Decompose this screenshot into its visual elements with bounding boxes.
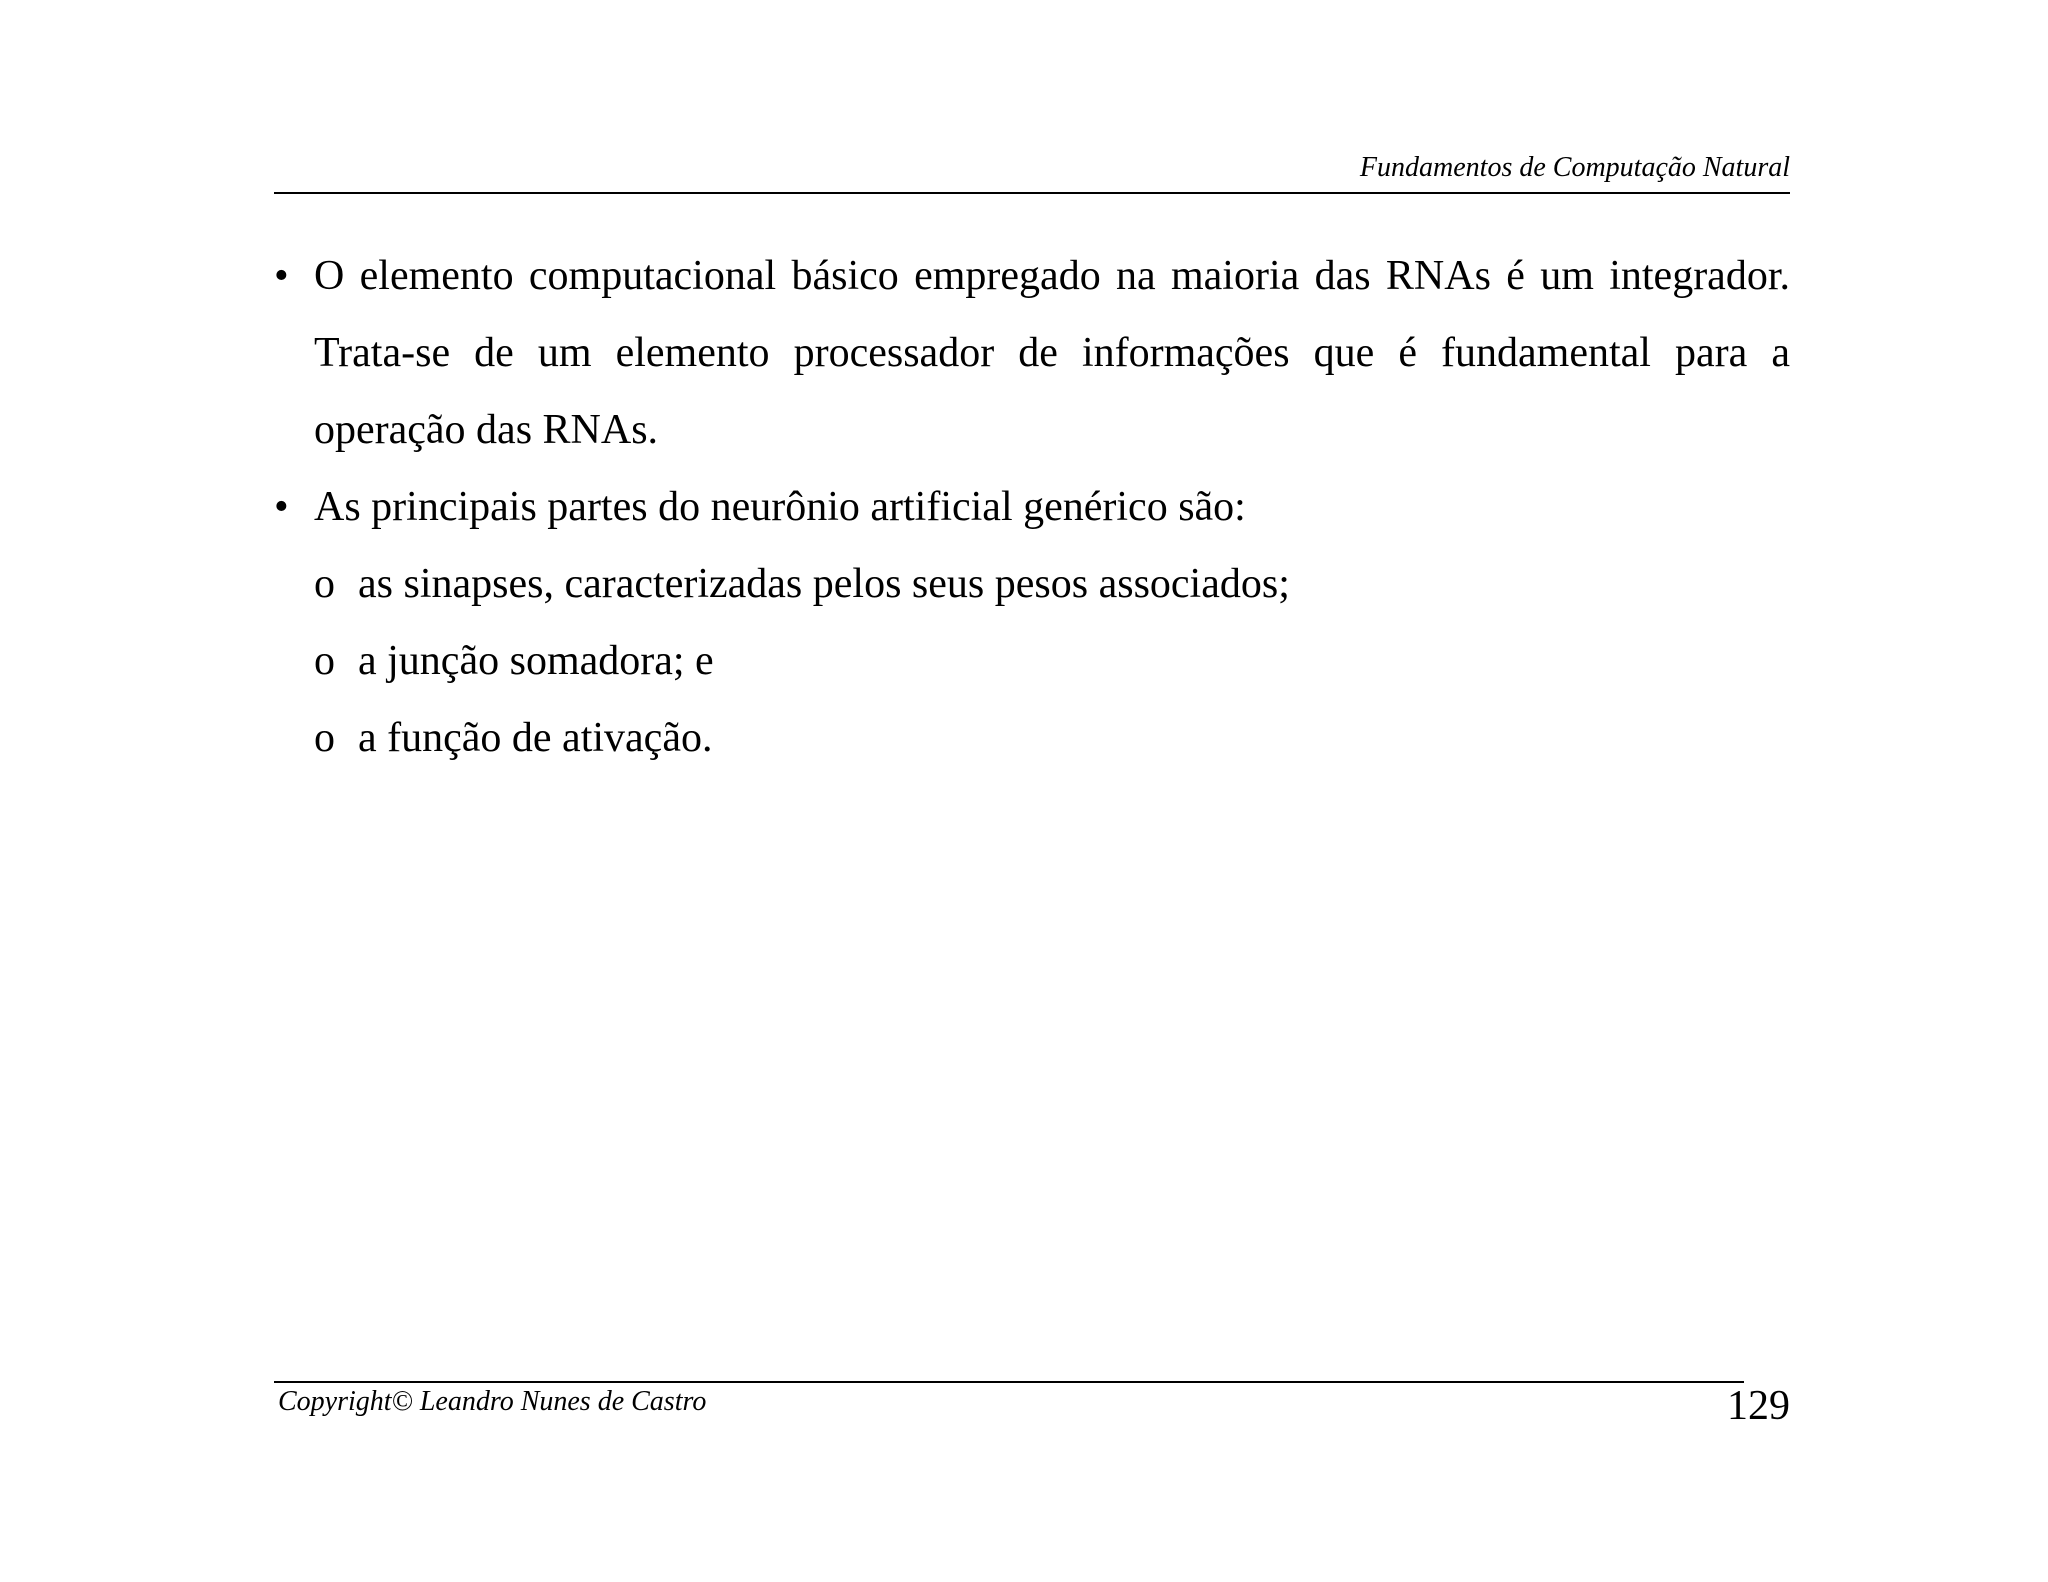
page-content <box>274 238 1790 777</box>
page-number: 129 <box>1727 1383 1790 1429</box>
footer-copyright: Copyright© Leandro Nunes de Castro <box>278 1386 707 1417</box>
bullet-text: O elemento computacional básico empregado na maioria das RNAs é um integrador. Trata-se de um elemento processador de informações que é fundamental para a operação das RNAs. <box>314 253 1790 453</box>
bullet-text: As principais partes do neurônio artificial genérico são: <box>314 484 1246 530</box>
bullet-item <box>274 469 1790 546</box>
sub-list-item <box>274 700 1790 777</box>
footer-divider <box>274 1381 1744 1383</box>
sub-list-marker: o <box>314 715 335 761</box>
running-header-title: Fundamentos de Computação Natural <box>1359 152 1790 183</box>
header-divider <box>274 192 1790 194</box>
sub-list-item <box>274 623 1790 700</box>
sub-list-marker: o <box>314 561 335 607</box>
bullet-item <box>274 238 1790 469</box>
bullet-marker: • <box>274 484 289 530</box>
sub-list-text: a junção somadora; e <box>358 638 714 684</box>
bullet-marker: • <box>274 253 289 299</box>
sub-list-text: a função de ativação. <box>358 715 713 761</box>
sub-list-item <box>274 546 1790 623</box>
sub-list-marker: o <box>314 638 335 684</box>
sub-list-text: as sinapses, caracterizadas pelos seus pesos associados; <box>358 561 1290 607</box>
